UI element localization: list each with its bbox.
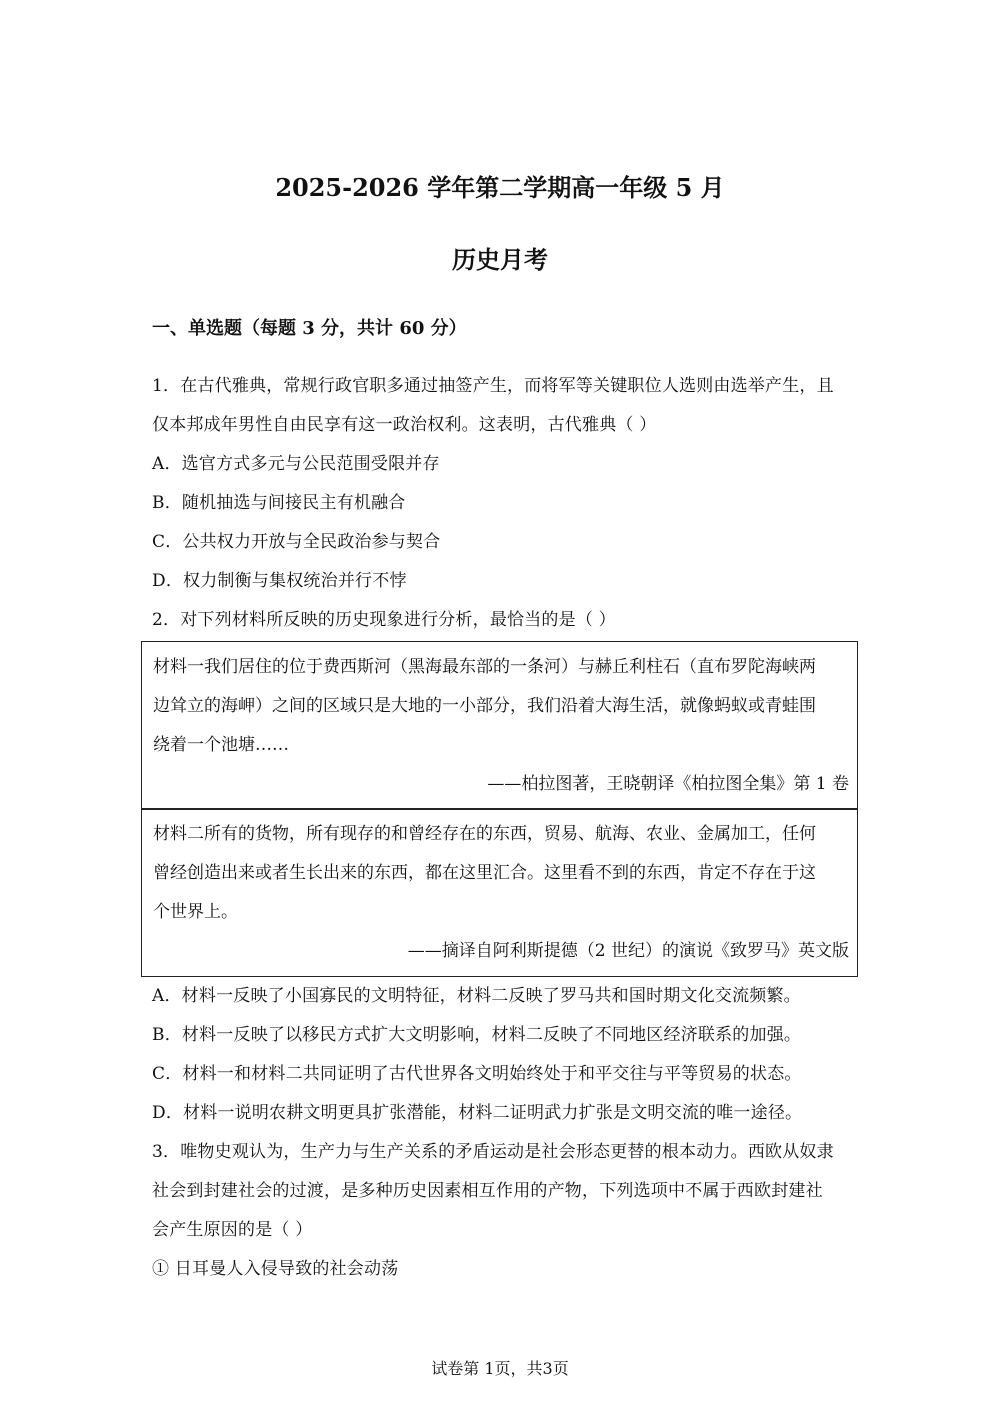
exam-title-line2: 历史月考 <box>452 245 548 274</box>
q1-stem-line1: 1．在古代雅典，常规行政官职多通过抽签产生，而将军等关键职位人选则由选举产生，且 <box>152 376 834 396</box>
q2-option-d[interactable]: D．材料一说明农耕文明更具扩张潜能，材料二证明武力扩张是文明交流的唯一途径。 <box>152 1103 803 1123</box>
section-heading: 一、单选题（每题 3 分，共计 60 分） <box>152 318 467 339</box>
q3-stem-line2: 社会到封建社会的过渡，是多种历史因素相互作用的产物，下列选项中不属于西欧封建社 <box>152 1181 823 1201</box>
material1-source: ——柏拉图著，王晓朝译《柏拉图全集》第 1 卷 <box>487 774 849 794</box>
q3-item1[interactable]: ① 日耳曼人入侵导致的社会动荡 <box>152 1259 399 1279</box>
material1-line2: 边耸立的海岬）之间的区域只是大地的一小部分，我们沿着大海生活，就像蚂蚁或青蛙围 <box>153 696 816 716</box>
material2-line2: 曾经创造出来或者生长出来的东西，都在这里汇合。这里看不到的东西，肯定不存在于这 <box>153 863 816 883</box>
page-footer: 试卷第 1页，共3页 <box>431 1359 569 1378</box>
material2-source: ——摘译自阿利斯提德（2 世纪）的演说《致罗马》英文版 <box>407 941 849 961</box>
exam-title-line1: 2025-2026 学年第二学期高一年级 5 月 <box>275 173 725 202</box>
q2-option-c[interactable]: C．材料一和材料二共同证明了古代世界各文明始终处于和平交往与平等贸易的状态。 <box>152 1064 802 1084</box>
material2-line1: 材料二所有的货物，所有现存的和曾经存在的东西，贸易、航海、农业、金属加工，任何 <box>153 824 816 844</box>
material1-line1: 材料一我们居住的位于费西斯河（黑海最东部的一条河）与赫丘利柱石（直布罗陀海峡两 <box>153 657 816 677</box>
material2-box <box>141 808 858 977</box>
q2-option-a[interactable]: A．材料一反映了小国寡民的文明特征，材料二反映了罗马共和国时期文化交流频繁。 <box>152 986 801 1006</box>
q1-option-b[interactable]: B．随机抽选与间接民主有机融合 <box>152 493 406 513</box>
q3-stem-line1: 3．唯物史观认为，生产力与生产关系的矛盾运动是社会形态更替的根本动力。西欧从奴隶 <box>152 1142 834 1162</box>
material1-line3: 绕着一个池塘…… <box>153 735 289 755</box>
q1-option-a[interactable]: A．选官方式多元与公民范围受限并存 <box>152 454 440 474</box>
q1-stem-line2: 仅本邦成年男性自由民享有这一政治权利。这表明，古代雅典（ ） <box>152 415 657 435</box>
q1-option-d[interactable]: D．权力制衡与集权统治并行不悖 <box>152 571 407 591</box>
q2-option-b[interactable]: B．材料一反映了以移民方式扩大文明影响，材料二反映了不同地区经济联系的加强。 <box>152 1025 802 1045</box>
q2-stem: 2．对下列材料所反映的历史现象进行分析，最恰当的是（ ） <box>152 610 616 630</box>
material2-line3: 个世界上。 <box>153 902 238 922</box>
q1-option-c[interactable]: C．公共权力开放与全民政治参与契合 <box>152 532 441 552</box>
material1-box <box>141 641 858 810</box>
q3-stem-line3: 会产生原因的是（ ） <box>152 1220 313 1240</box>
